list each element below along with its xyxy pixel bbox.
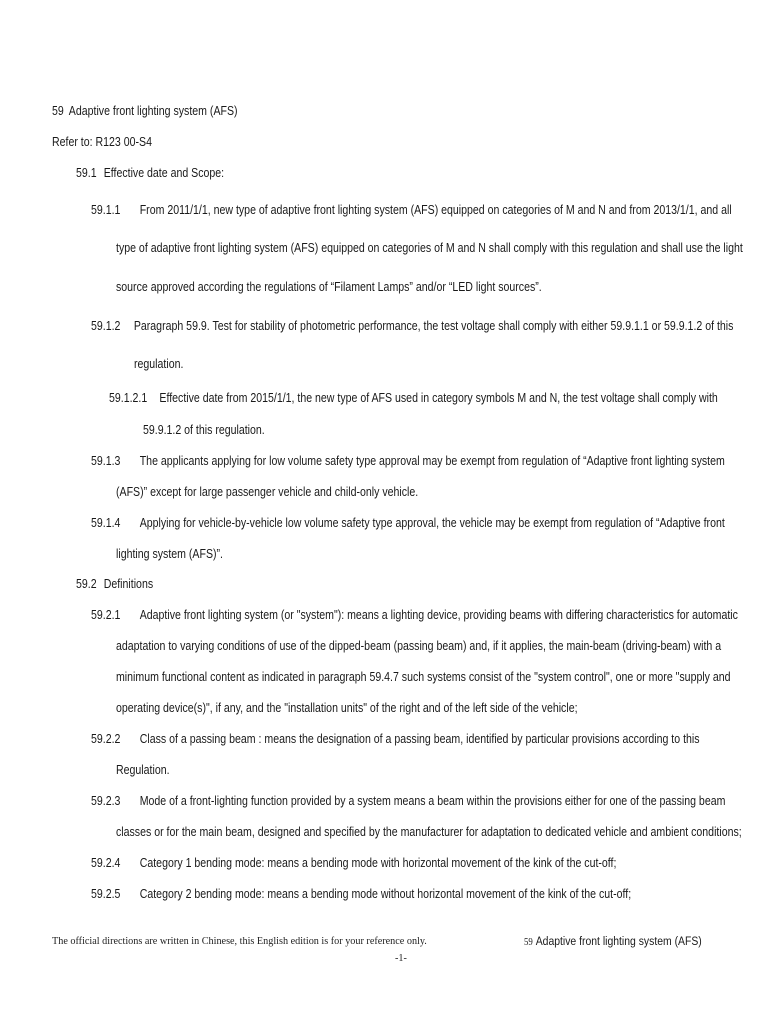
clause-59-2-5 bbox=[91, 886, 631, 902]
clause-59-2-1-line-4: operating device(s)", if any, and the "installation units" of the right and of the left side of the vehicle; bbox=[116, 701, 578, 715]
clause-59-1-1-line-1 bbox=[91, 202, 732, 218]
clause-59-1-4-line-1 bbox=[91, 515, 725, 531]
clause-text: Class of a passing beam : means the designation of a passing beam, identified by particular provisions according to this bbox=[139, 732, 700, 746]
clause-number: 59.2.3 bbox=[91, 794, 121, 808]
clause-number: 59.1.2 bbox=[91, 319, 121, 333]
clause-number: 59.2.1 bbox=[91, 608, 121, 622]
footer-section bbox=[524, 934, 702, 950]
clause-text: Applying for vehicle-by-vehicle low volume safety type approval, the vehicle may be exempt from regulation of “Adaptive front bbox=[139, 516, 725, 530]
footer-section-title: Adaptive front lighting system (AFS) bbox=[535, 934, 702, 948]
clause-text: Adaptive front lighting system (or "system"): means a lighting device, providing beams with differing characteristics for automatic bbox=[139, 608, 738, 622]
clause-text: The applicants applying for low volume safety type approval may be exempt from regulation of “Adaptive front lighting system bbox=[139, 454, 725, 468]
clause-59-1-2-1-line-2: 59.9.1.2 of this regulation. bbox=[143, 423, 265, 437]
clause-59-2-3-line-2: classes or for the main beam, designed and specified by the manufacturer for adaptation to dedicated vehicle and ambient conditions; bbox=[116, 825, 742, 839]
clause-text: Category 1 bending mode: means a bending mode with horizontal movement of the kink of the cut-off; bbox=[139, 856, 617, 870]
chapter-title: Adaptive front lighting system (AFS) bbox=[68, 104, 238, 118]
section-title: Effective date and Scope: bbox=[103, 166, 225, 180]
section-59-1 bbox=[76, 165, 224, 181]
section-number: 59.2 bbox=[76, 577, 97, 591]
clause-59-2-1-line-2: adaptation to varying conditions of use of the dipped-beam (passing beam) and, if it applies, the main-beam (driving-beam) with a bbox=[116, 639, 722, 653]
clause-number: 59.2.2 bbox=[91, 732, 121, 746]
clause-59-2-4 bbox=[91, 855, 616, 871]
footer-note: The official directions are written in Chinese, this English edition is for your reference only. bbox=[52, 936, 427, 947]
chapter-heading bbox=[52, 103, 238, 119]
clause-59-2-2-line-1 bbox=[91, 731, 700, 747]
clause-text: Mode of a front-lighting function provided by a system means a beam within the provisions either for one of the passing beam bbox=[139, 794, 726, 808]
clause-number: 59.1.2.1 bbox=[109, 391, 148, 405]
clause-59-1-2-line-2: regulation. bbox=[134, 357, 184, 371]
chapter-number: 59 bbox=[52, 104, 64, 118]
clause-text: Paragraph 59.9. Test for stability of photometric performance, the test voltage shall comply with either 59.9.1.1 or 59.9.1.2 of this bbox=[133, 319, 734, 333]
refer-to: Refer to: R123 00-S4 bbox=[52, 135, 152, 149]
clause-number: 59.1.4 bbox=[91, 516, 121, 530]
clause-59-1-4-line-2: lighting system (AFS)”. bbox=[116, 547, 223, 561]
clause-59-1-1-line-2: type of adaptive front lighting system (AFS) equipped on categories of M and N shall comply with this regulation and shall use the light bbox=[116, 241, 743, 255]
clause-59-2-1-line-1 bbox=[91, 607, 738, 623]
clause-59-2-3-line-1 bbox=[91, 793, 725, 809]
clause-59-1-1-line-3: source approved according the regulations of “Filament Lamps” and/or “LED light sources”. bbox=[116, 280, 542, 294]
page-number: -1- bbox=[395, 953, 407, 964]
clause-text: Effective date from 2015/1/1, the new type of AFS used in category symbols M and N, the test voltage shall comply with bbox=[159, 391, 718, 405]
clause-59-1-3-line-1 bbox=[91, 453, 725, 469]
footer-section-number: 59 bbox=[524, 937, 533, 948]
clause-59-1-2-line-1 bbox=[91, 318, 733, 334]
clause-number: 59.2.4 bbox=[91, 856, 121, 870]
clause-number: 59.1.3 bbox=[91, 454, 121, 468]
clause-text: From 2011/1/1, new type of adaptive front lighting system (AFS) equipped on categories of M and N and from 2013/1/1, and all bbox=[139, 203, 732, 217]
section-number: 59.1 bbox=[76, 166, 97, 180]
clause-number: 59.2.5 bbox=[91, 887, 121, 901]
clause-59-1-3-line-2: (AFS)” except for large passenger vehicle and child-only vehicle. bbox=[116, 485, 419, 499]
clause-59-1-2-1-line-1 bbox=[109, 390, 718, 406]
clause-number: 59.1.1 bbox=[91, 203, 121, 217]
clause-59-2-2-line-2: Regulation. bbox=[116, 763, 170, 777]
clause-text: Category 2 bending mode: means a bending mode without horizontal movement of the kink of the cut-off; bbox=[139, 887, 632, 901]
section-title: Definitions bbox=[103, 577, 154, 591]
section-59-2 bbox=[76, 576, 153, 592]
clause-59-2-1-line-3: minimum functional content as indicated in paragraph 59.4.7 such systems consist of the "system control", one or more "supply and bbox=[116, 670, 731, 684]
